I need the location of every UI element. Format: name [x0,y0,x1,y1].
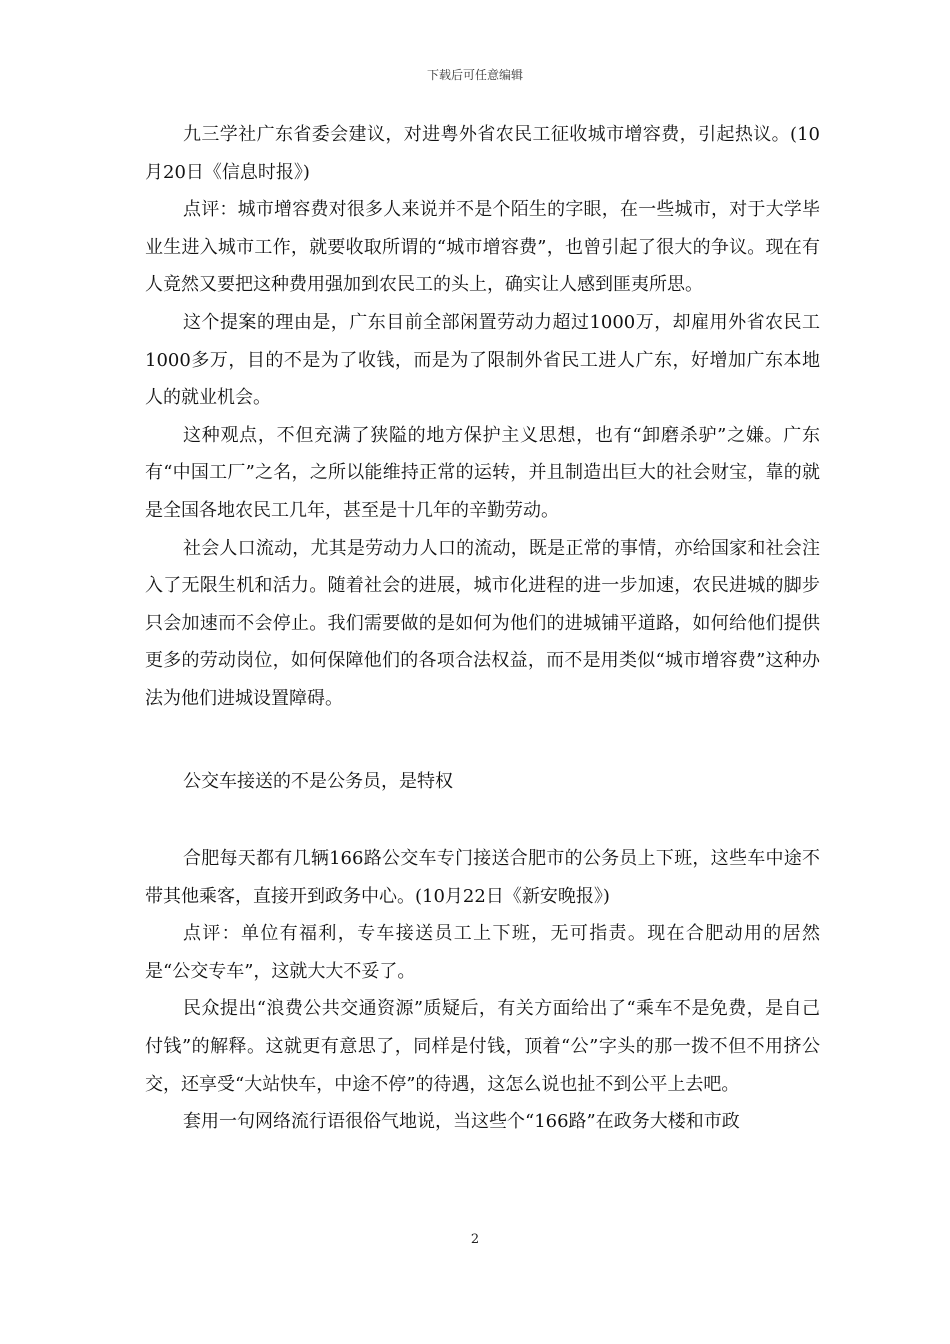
paragraph: 社会人口流动，尤其是劳动力人口的流动，既是正常的事情，亦给国家和社会注入了无限生机和活力。随着社会的进展，城市化进程的进一步加速，农民进城的脚步只会加速而不会停止。我们需要做的是如何为他们的进城铺平道路，如何给他们提供更多的劳动岗位，如何保障他们的各项合法权益，而不是用类似“城市增容费”这种办法为他们进城设置障碍。 [145,537,820,709]
paragraph: 套用一句网络流行语很俗气地说，当这些个“166路”在政务大楼和市政 [183,1111,740,1133]
document-body [145,116,820,1141]
paragraph: 这个提案的理由是，广东目前全部闲置劳动力超过1000万，却雇用外省农民工1000多万，目的不是为了收钱，而是为了限制外省民工进人广东，好增加广东本地人的就业机会。 [145,311,820,409]
paragraph: 点评：城市增容费对很多人来说并不是个陌生的字眼，在一些城市，对于大学毕业生进入城市工作，就要收取所谓的“城市增容费”，也曾引起了很大的争议。现在有人竟然又要把这种费用强加到农民工的头上，确实让人感到匪夷所思。 [145,199,820,296]
section-title: 公交车接送的不是公务员，是特权 [183,770,453,792]
spacer [145,718,820,763]
spacer [145,800,820,840]
paragraph: 这种观点，不但充满了狭隘的地方保护主义思想，也有“卸磨杀驴”之嫌。广东有“中国工厂”之名，之所以能维持正常的运转，并且制造出巨大的社会财宝，靠的就是全国各地农民工几年，甚至是十几年的辛勤劳动。 [145,424,820,521]
paragraph: 九三学社广东省委会建议，对进粤外省农民工征收城市增容费，引起热议。(10月20日《信息时报》) [145,124,820,183]
paragraph: 合肥每天都有几辆166路公交车专门接送合肥市的公务员上下班，这些车中途不带其他乘客，直接开到政务中心。(10月22日《新安晚报》) [145,848,820,907]
paragraph: 民众提出“浪费公共交通资源”质疑后，有关方面给出了“乘车不是免费，是自己付钱”的解释。这就更有意思了，同样是付钱，顶着“公”字头的那一拨不但不用挤公交，还享受“大站快车，中途不停”的待遇，这怎么说也扯不到公平上去吧。 [145,998,820,1095]
page-number: 2 [470,1232,480,1247]
paragraph: 点评：单位有福利，专车接送员工上下班，无可指责。现在合肥动用的居然是“公交专车”，这就大大不妥了。 [145,923,820,982]
page-header: 下载后可任意编辑 [426,68,523,82]
